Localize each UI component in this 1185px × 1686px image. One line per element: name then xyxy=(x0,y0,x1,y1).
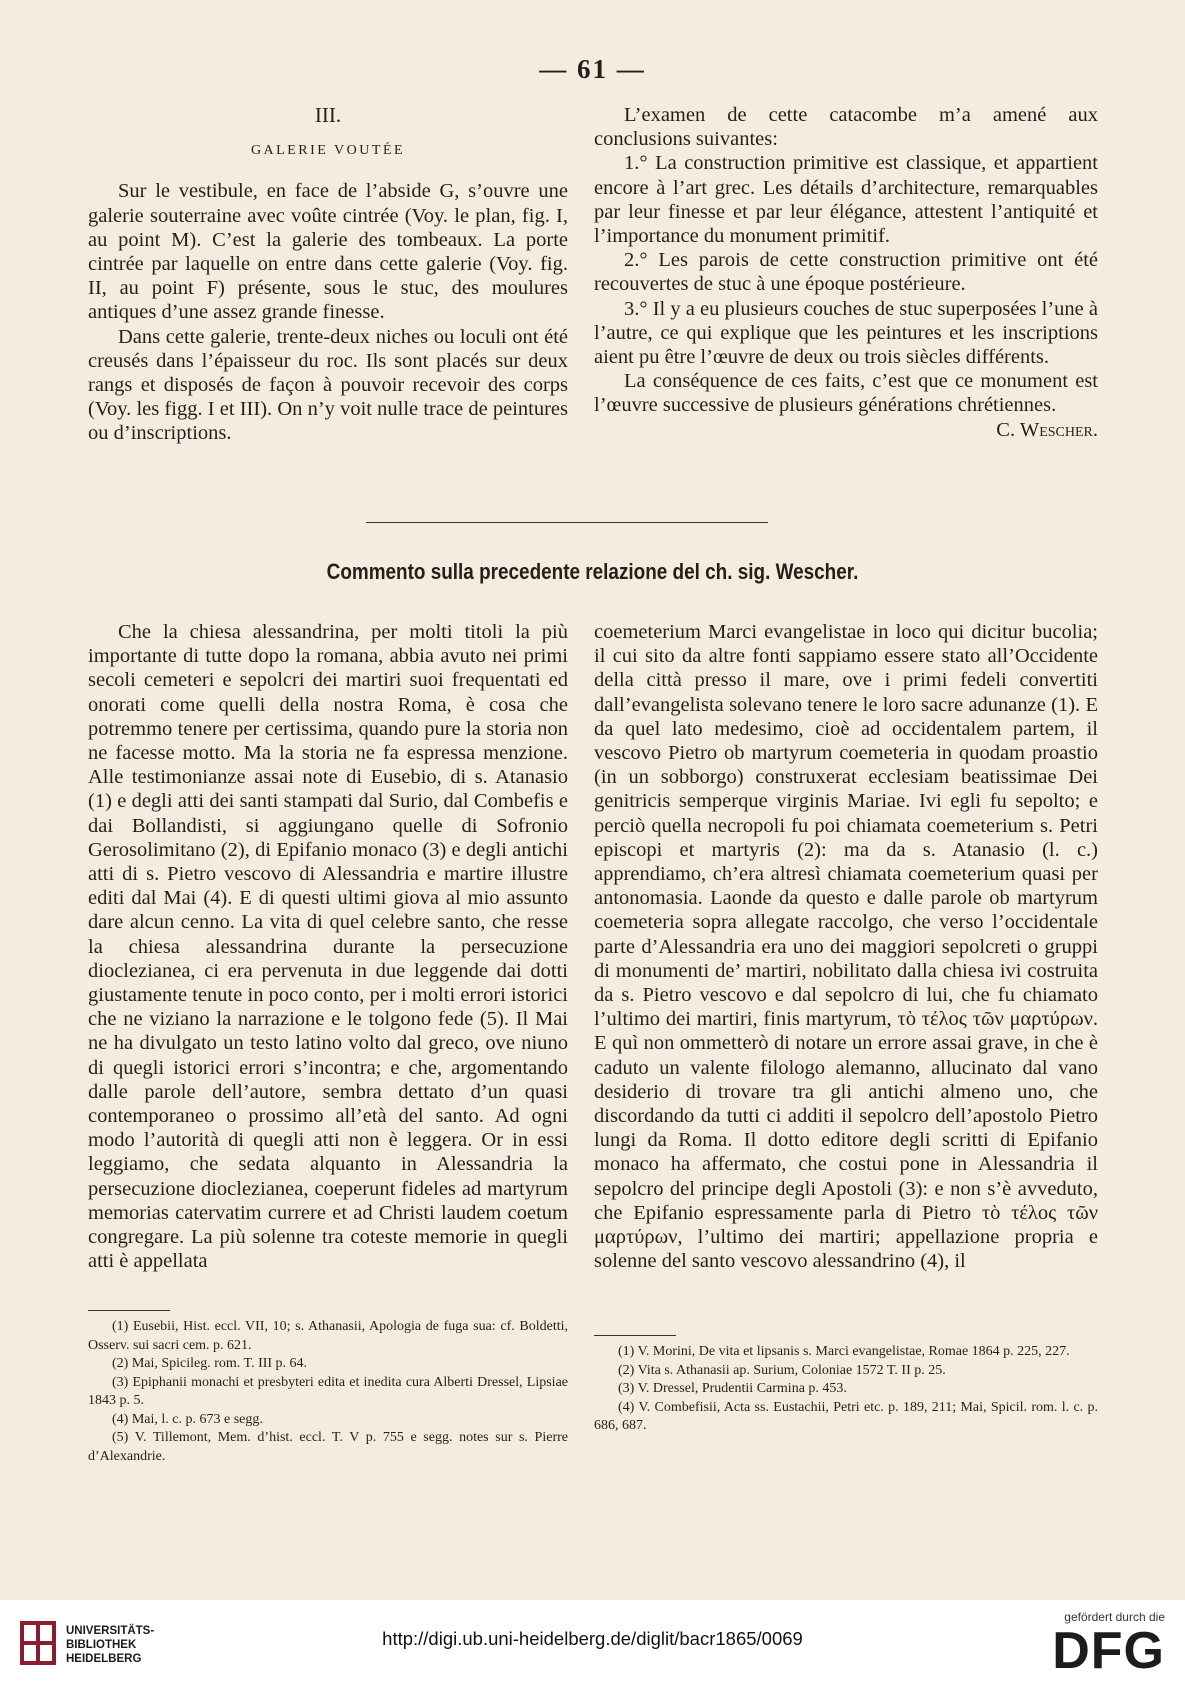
left-bottom-column xyxy=(88,620,568,1273)
footnote-rule xyxy=(88,1310,170,1311)
paragraph: 3.° Il y a eu plusieurs couches de stuc superposées l’une à l’autre, ce qui explique que les peintures et les inscriptions aient pu être l’œuvre de deux ou trois siècles différents. xyxy=(594,297,1098,369)
paragraph: Che la chiesa alessandrina, per molti titoli la più importante di tutte dopo la romana, abbia avuto nei primi secoli cemeteri e sepolcri dei martiri suoi frequentati ed onorati come quelli della nostra Roma, è cosa che potremmo tenere per certissima, quando pure la storia non ne facesse motto. Ma la storia ne fa espressa menzione. Alle testimonianze assai note di Eusebio, di s. Atanasio (1) e degli atti dei santi stampati dal Surio, dal Combefis e dai Bollandisti, si aggiungano quelle di Sofronio Gerosolimitano (2), di Epifanio monaco (3) e degli antichi atti di s. Pietro vescovo di Alessandria e martire illustre editi dal Mai (4). E di questi ultimi giova al mio assunto dare alcun cenno. La vita di quel celebre santo, che resse la chiesa alessandrina durante la persecuzione dioclezianea, ci era pervenuta in due leggende dai dotti giustamente tenute in poco conto, per i molti errori istorici che ne viziano la narrazione e le tolgono fede (5). Il Mai ne ha divulgato un testo latino volto dal greco, ove niuno di quegli istorici errori s’incontra; e che, argomentando dalle parole dell’autore, sembra dettato d’un quasi contemporaneo o prossimo all’età del santo. Ad ogni modo l’autorità di quegli atti non è leggera. Or in essi leggiamo, che sedata alquanto in Alessandria la persecuzione dioclezianea, coeperunt fideles ad martyrum memorias catervatim currere et ad Christi laudem coetum congregare. La più solenne tra coteste memorie in quegli atti è appellata xyxy=(88,621,568,1273)
paragraph: Dans cette galerie, trente-deux niches ou loculi ont été creusés dans l’épaisseur du roc. Ils sont placés sur deux rangs et disposés de façon à pouvoir recevoir des corps (Voy. les figg. I et III). On n’y voit nulle trace de peintures ou d’inscriptions. xyxy=(88,325,568,445)
right-bottom-column xyxy=(594,620,1098,1273)
footnote: (2) Vita s. Athanasii ap. Surium, Coloniae 1572 T. II p. 25. xyxy=(618,1362,946,1378)
signature: C. Wescher. xyxy=(996,418,1098,441)
left-top-column xyxy=(88,103,568,446)
funded-by-label: gefördert durch die xyxy=(1064,1610,1165,1624)
right-footnotes xyxy=(594,1343,1098,1436)
footnote: (4) Mai, l. c. p. 673 e segg. xyxy=(112,1411,263,1427)
left-footnotes xyxy=(88,1318,568,1466)
paragraph: La conséquence de ces faits, c’est que ce monument est l’œuvre successive de plusieurs générations chrétiennes. xyxy=(594,370,1098,417)
footnote: (3) V. Dressel, Prudentii Carmina p. 453. xyxy=(618,1381,847,1396)
footnote: (1) V. Morini, De vita et lipsanis s. Marci evangelistae, Romae 1864 p. 225, 227. xyxy=(618,1344,1070,1359)
source-url-link[interactable]: http://digi.ub.uni-heidelberg.de/diglit/bacr1865/0069 xyxy=(382,1628,803,1649)
section-divider xyxy=(366,522,768,523)
right-top-column xyxy=(594,103,1098,442)
library-name: UNIVERSITÄTS- BIBLIOTHEK HEIDELBERG xyxy=(66,1625,155,1665)
footnote: (2) Mai, Spicileg. rom. T. III p. 64. xyxy=(112,1356,308,1371)
footnote: (3) Epiphanii monachi et presbyteri edita et inedita cura Alberti Dressel, Lipsiae 1843 p. 5. xyxy=(88,1374,568,1408)
paragraph: coemeterium Marci evangelistae in loco qui dicitur bucolia; il cui sito da altre fonti sappiamo essere stato all’Occidente della città presso il mare, ove i primi fedeli convertiti dall’evangelista solevano tenere le loro sacre adunanze (1). E da quel lato medesimo, cioè ad occidentalem partem, il vescovo Pietro ob martyrum coemeteria in quodam proastio (in un sobborgo) construxerat ecclesiam beatissimae Dei genitricis semperque virginis Mariae. Ivi egli fu sepolto; e perciò quella necropoli fu poi chiamata coemeterium s. Petri episcopi et martyris (2): ma da s. Atanasio (l. c.) apprendiamo, ch’era altresì chiamata coemeterium quasi per antonomasia. Laonde da questo e dalle parole ob martyrum coemeteria sopra allegate raccolgo, che verso l’occidentale parte d’Alessandria era uno dei maggiori sepolcreti o gruppi di monumenti de’ martiri, nobilitato dalla chiesa ivi costruita da s. Pietro vescovo e dal sepolcro di lui, che fu chiamato l’ultimo dei martiri, finis martyrum, τὸ τέλος τῶν μαρτύρων. E quì non ommetterò di notare un errore assai grave, in che è caduto un valente filologo alemanno, allucinato dal vano desiderio di trovare tra gli antichi almeno uno, che discordando da tutti ci additi il sepolcro dell’apostolo Pietro lungi da Roma. Il dotto editore degli scritti di Epifanio monaco ha affermato, che costui pone in Alessandria il sepolcro del principe degli Apostoli (3): e non s’è avveduto, che Epifanio espressamente parla di Pietro τὸ τέλος τῶν μαρτύρων, l’ultimo dei martiri; appellazione propria e solenne del santo vescovo alessandrino (4), il xyxy=(594,621,1098,1273)
section-subheading: GALERIE VOUTÉE xyxy=(250,143,406,159)
paragraph: 2.° Les parois de cette construction primitive ont été recouvertes de stuc à une époque postérieure. xyxy=(594,249,1098,296)
page-number: — 61 — xyxy=(539,54,646,84)
footer-bar xyxy=(0,1600,1185,1686)
paragraph: 1.° La construction primitive est classique, et appartient encore à l’art grec. Les détails d’architecture, remarquables par leur finesse et par leur élégance, attestent l’antiquité et l’importance du monument primitif. xyxy=(594,152,1098,248)
paragraph: L’examen de cette catacombe m’a amené aux conclusions suivantes: xyxy=(594,104,1098,151)
footnote: (5) V. Tillemont, Mem. d’hist. eccl. T. V p. 755 e segg. notes sur s. Pierre d’Alexandrie. xyxy=(88,1430,568,1464)
footnote-rule xyxy=(594,1335,676,1336)
paragraph: Sur le vestibule, en face de l’abside G, s’ouvre une galerie souterraine avec voûte cintrée (Voy. le plan, fig. I, au point M). C’est la galerie des tombeaux. La porte cintrée par laquelle on entre dans cette galerie (Voy. fig. II, au point F) présente, sous le stuc, des moulures antiques d’une assez grande finesse. xyxy=(88,180,568,324)
footnote: (4) V. Combefisii, Acta ss. Eustachii, Petri etc. p. 189, 211; Mai, Spicil. rom. l. c. p. 686, 687. xyxy=(594,1399,1098,1433)
footnote: (1) Eusebii, Hist. eccl. VII, 10; s. Athanasii, Apologia de fuga sua: cf. Boldetti, Osserv. sui sacri cem. p. 621. xyxy=(88,1319,568,1353)
article-title: Commento sulla precedente relazione del ch. sig. Wescher. xyxy=(326,559,859,584)
section-heading: III. xyxy=(314,103,342,127)
dfg-logo: DFG xyxy=(1052,1622,1165,1680)
